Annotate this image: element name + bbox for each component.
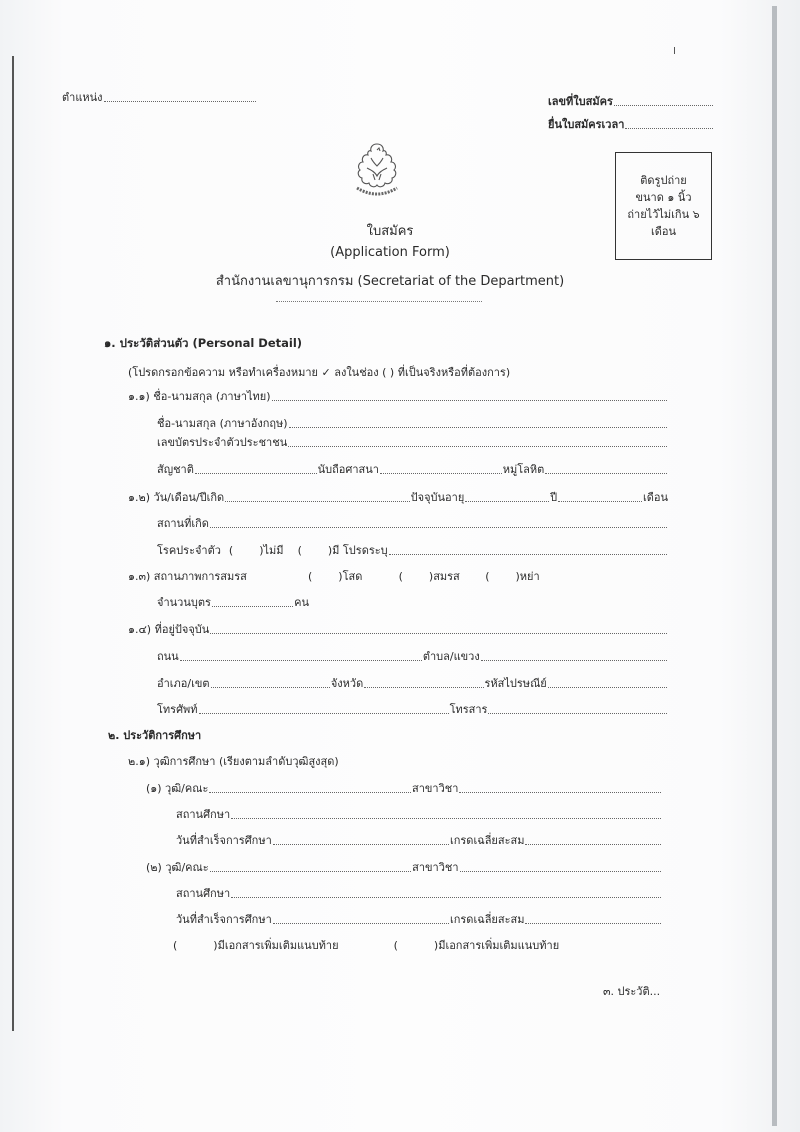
postal-code-input[interactable] [548,677,667,688]
grad-date-2-input[interactable] [273,913,449,924]
name-english-field[interactable] [157,417,668,431]
major-1-input[interactable] [459,782,661,793]
divorced-checkbox[interactable]: ( ) [485,570,520,583]
graduation-2-row [176,913,662,927]
application-no-input[interactable] [614,95,713,106]
page-mark [674,47,675,54]
institution-2-field[interactable] [176,887,662,901]
blood-type-input[interactable] [545,463,667,474]
birth-place-input[interactable] [210,517,667,528]
marital-status-label: ๑.๓) สถานภาพการสมรส [128,570,247,583]
id-card-field[interactable] [157,436,668,450]
application-no-label: เลขที่ใบสมัคร [548,95,613,108]
birth-place-label: สถานที่เกิด [157,517,209,530]
degree-1-input[interactable] [209,782,411,793]
subdistrict-label: ตำบล/แขวง [422,650,480,663]
birth-date-label: ๑.๒) วัน/เดือน/ปีเกิด [128,491,225,504]
nationality-label: สัญชาติ [157,463,194,476]
degree-2-label: (๒) วุฒิ/คณะ [146,861,209,874]
position-label: ตำแหน่ง [62,91,103,104]
degree-1-label: (๑) วุฒิ/คณะ [146,782,209,795]
district-label: อำเภอ/เขต [157,677,210,690]
id-card-input[interactable] [288,436,667,447]
attachment-2-checkbox[interactable]: ( ) [393,939,439,952]
attachment-2-label: มีเอกสารเพิ่มเติมแนบท้าย [438,939,560,952]
province-label: จังหวัด [330,677,364,690]
name-english-label: ชื่อ-นามสกุล (ภาษาอังกฤษ) [157,417,288,430]
road-input[interactable] [180,650,422,661]
name-thai-label: ๑.๑) ชื่อ-นามสกุล (ภาษาไทย) [128,390,271,403]
application-no-field[interactable] [548,95,714,109]
married-checkbox[interactable]: ( ) [398,570,434,583]
district-input[interactable] [211,677,330,688]
grad-date-1-input[interactable] [273,834,449,845]
nationality-row [157,463,668,477]
submit-time-field[interactable] [548,118,714,132]
left-margin-rule [12,56,14,1031]
grad-date-2-label: วันที่สำเร็จการศึกษา [176,913,272,926]
divorced-label: หย่า [519,570,540,583]
road-row [157,650,668,664]
degree-1-row [146,782,662,796]
degree-2-row [146,861,662,875]
marital-status-row [128,570,668,584]
fax-input[interactable] [488,703,667,714]
section-2-heading: ๒. ประวัติการศึกษา [108,729,202,742]
gpa-1-input[interactable] [525,834,661,845]
instruction-text-1: (โปรดกรอกข้อความ หรือทำเครื่องหมาย [128,366,318,379]
single-label: โสด [342,570,363,583]
photo-box-line-2: ขนาด ๑ นิ้ว [635,191,692,204]
children-input[interactable] [212,596,293,607]
continued-next-page-note: ๓. ประวัติ... [603,985,661,998]
nationality-input[interactable] [195,463,317,474]
submit-time-label: ยื่นใบสมัครเวลา [548,118,625,131]
address-label: ๑.๔) ที่อยู่ปัจจุบัน [128,623,210,636]
attachment-1-checkbox[interactable]: ( ) [173,939,218,952]
attachment-1-label: มีเอกสารเพิ่มเติมแนบท้าย [217,939,339,952]
fax-label: โทรสาร [449,703,488,716]
name-english-input[interactable] [289,417,667,428]
age-months-input[interactable] [558,491,642,502]
checkmark-icon: ✓ [321,366,331,379]
name-thai-input[interactable] [272,390,667,401]
disease-has-checkbox[interactable]: ( ) [297,544,333,557]
religion-label: นับถือศาสนา [317,463,379,476]
position-input[interactable] [104,91,256,102]
address-field[interactable] [128,623,668,637]
photo-box-line-4: เดือน [650,225,677,238]
gpa-1-label: เกรดเฉลี่ยสะสม [449,834,525,847]
postal-code-label: รหัสไปรษณีย์ [484,677,547,690]
major-1-label: สาขาวิชา [411,782,459,795]
birth-date-input[interactable] [225,491,409,502]
photo-placeholder-box[interactable] [615,152,712,260]
section-1-instruction [128,366,510,380]
attachments-row [173,939,593,953]
religion-input[interactable] [380,463,502,474]
submit-time-input[interactable] [625,118,713,129]
institution-2-label: สถานศึกษา [176,887,231,900]
degree-2-input[interactable] [210,861,411,872]
age-years-input[interactable] [465,491,549,502]
disease-specify-input[interactable] [389,544,667,555]
birth-place-field[interactable] [157,517,668,531]
disease-none-label: ไม่มี [263,544,284,557]
phone-row [157,703,668,717]
institution-1-input[interactable] [231,808,661,819]
major-2-label: สาขาวิชา [412,861,459,874]
education-subheading: ๒.๑) วุฒิการศึกษา (เรียงตามลำดับวุฒิสูงสุด) [128,755,339,768]
road-label: ถนน [157,650,179,663]
age-label: ปัจจุบันอายุ [410,491,465,504]
subdistrict-input[interactable] [481,650,667,661]
graduation-1-row [176,834,662,848]
name-thai-field[interactable] [128,390,668,404]
blood-type-label: หมู่โลหิต [502,463,545,476]
right-edge-shadow [772,6,777,1126]
single-checkbox[interactable]: ( ) [308,570,343,583]
garuda-emblem-icon [345,138,409,202]
phone-label: โทรศัพท์ [157,703,198,716]
grad-date-1-label: วันที่สำเร็จการศึกษา [176,834,272,847]
children-label: จำนวนบุตร [157,596,211,609]
section-1-heading: ๑. ประวัติส่วนตัว (Personal Detail) [104,336,303,350]
organization-name: สำนักงานเลขานุการกรม (Secretariat of the Department) [215,274,565,289]
married-label: สมรส [433,570,460,583]
gpa-2-label: เกรดเฉลี่ยสะสม [449,913,525,926]
children-field[interactable] [157,596,309,610]
form-title-english: (Application Form) [330,245,450,260]
birth-date-row [128,491,668,505]
children-unit-label: คน [294,596,309,609]
photo-box-line-3: ถ่ายไว้ไม่เกิน ๖ [627,208,700,221]
disease-label: โรคประจำตัว [157,544,221,557]
months-label: เดือน [642,491,668,504]
major-2-input[interactable] [460,861,661,872]
institution-1-field[interactable] [176,808,662,822]
phone-input[interactable] [199,703,449,714]
institution-2-input[interactable] [231,887,661,898]
instruction-text-2: ลงในช่อง ( ) ที่เป็นจริงหรือที่ต้องการ) [334,366,511,379]
years-label: ปี [550,491,558,504]
id-card-label: เลขบัตรประจำตัวประชาชน [157,436,288,449]
gpa-2-input[interactable] [525,913,661,924]
institution-1-label: สถานศึกษา [176,808,231,821]
address-input[interactable] [210,623,667,634]
disease-has-label: มี โปรดระบุ [332,544,388,557]
photo-box-line-1: ติดรูปถ่าย [640,174,687,187]
title-underline [276,301,482,302]
disease-none-checkbox[interactable]: ( ) [228,544,264,557]
district-row [157,677,668,691]
position-field[interactable] [62,91,257,105]
province-input[interactable] [364,677,483,688]
form-title-thai: ใบสมัคร [366,224,414,239]
disease-row [157,544,668,558]
